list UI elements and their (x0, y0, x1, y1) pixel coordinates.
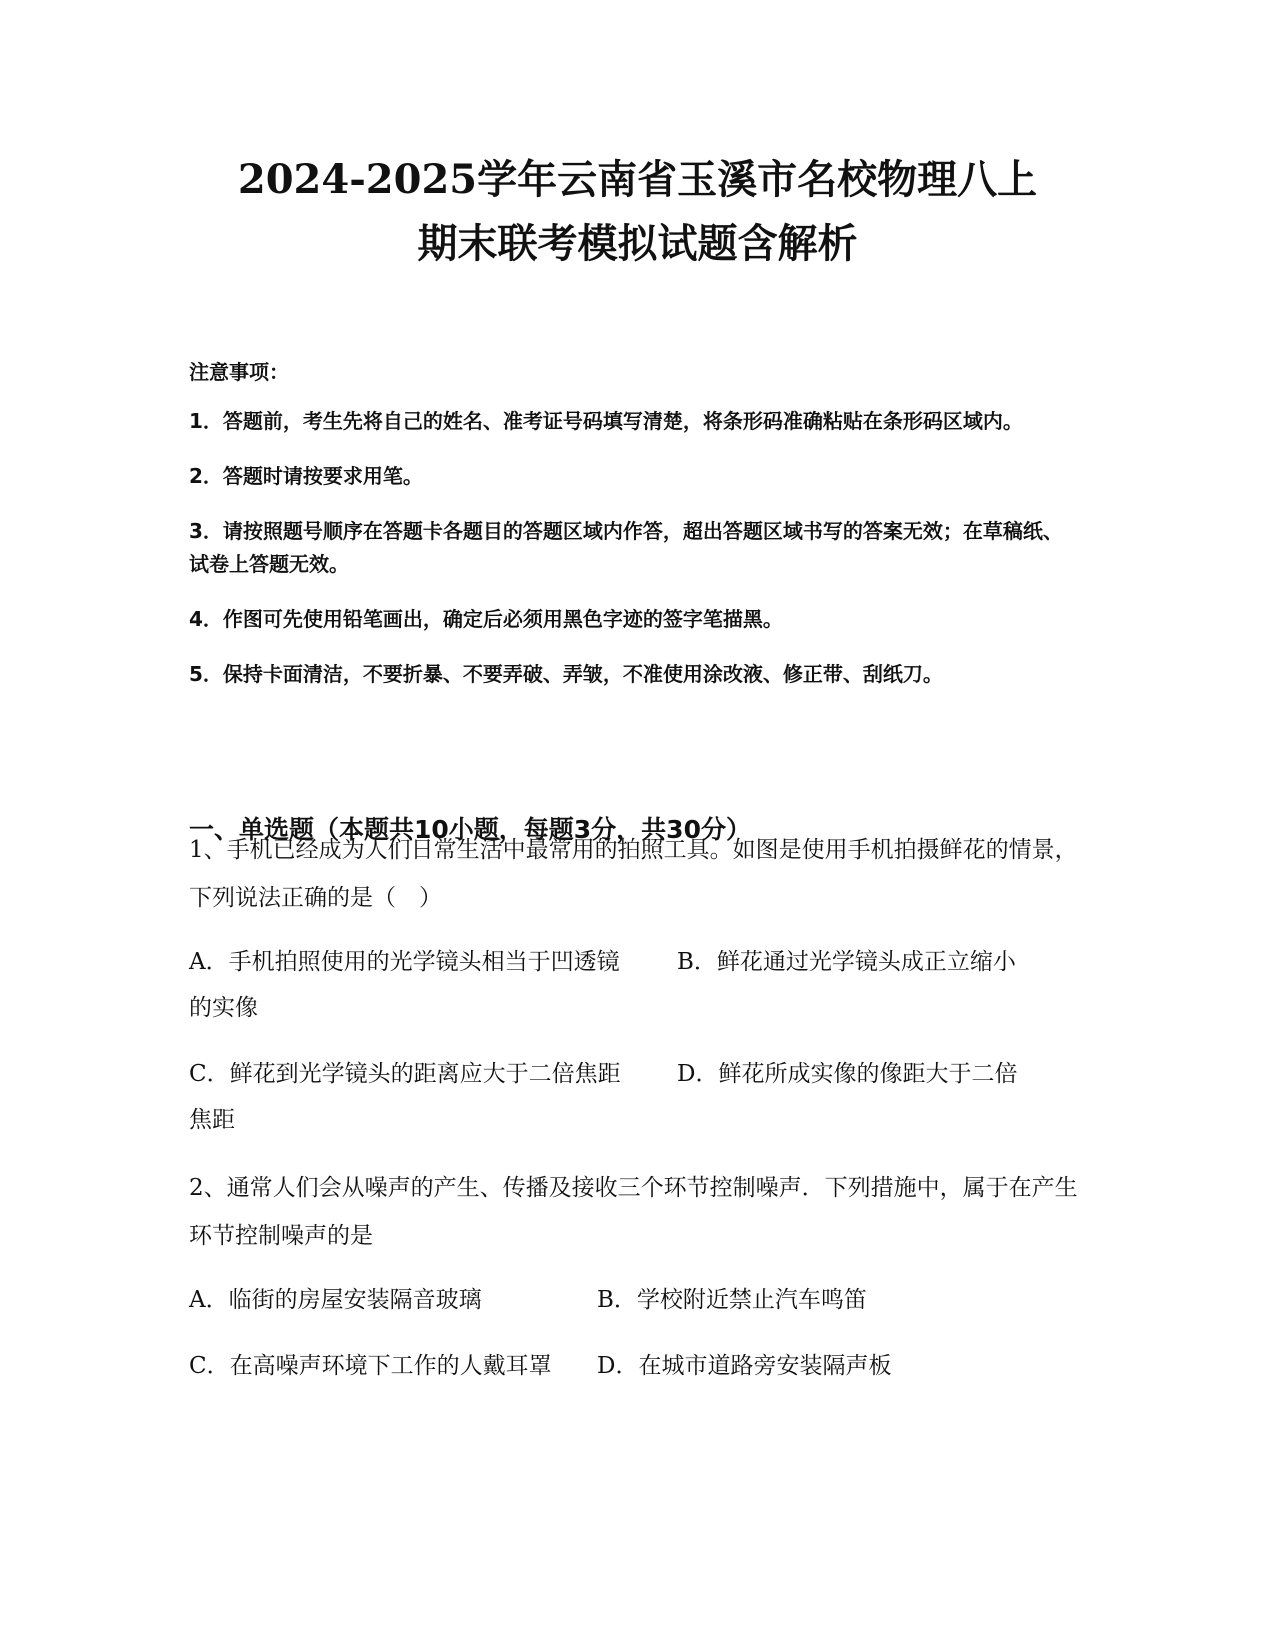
question-2-option-c: C．在高噪声环境下工作的人戴耳罩 (189, 1353, 552, 1379)
instruction-item-5: 5．保持卡面清洁，不要折暴、不要弄破、弄皱，不准使用涂改液、修正带、刮纸刀。 (189, 662, 943, 686)
question-1-option-a: A．手机拍照使用的光学镜头相当于凹透镜 (189, 949, 620, 975)
section-heading-single-choice: 一、单选题（本题共10小题，每题3分，共30分） (189, 815, 751, 844)
question-2-stem: 2、通常人们会从噪声的产生、传播及接收三个环节控制噪声．下列措施中，属于在产生环节控制噪声的是 (189, 1175, 1078, 1249)
instruction-item-2: 2．答题时请按要求用笔。 (189, 464, 423, 488)
question-2-option-a: A．临街的房屋安装隔音玻璃 (189, 1287, 482, 1313)
instructions-heading: 注意事项： (189, 360, 289, 384)
instruction-item-3: 3．请按照题号顺序在答题卡各题目的答题区域内作答，超出答题区域书写的答案无效；在草稿纸、试卷上答题无效。 (189, 519, 1063, 576)
question-1-option-d: D．鲜花所成实像的像距大于二倍 (677, 1061, 1018, 1087)
question-2-option-d: D．在城市道路旁安装隔声板 (597, 1353, 892, 1379)
document-title (150, 148, 1125, 276)
title-line-1: 2024-2025学年云南省玉溪市名校物理八上 (237, 156, 1038, 203)
question-1-option-d-continued: 焦距 (189, 1107, 235, 1133)
question-1-option-b: B．鲜花通过光学镜头成正立缩小 (677, 949, 1016, 975)
question-2-option-b: B．学校附近禁止汽车鸣笛 (597, 1287, 867, 1313)
question-1-option-c: C．鲜花到光学镜头的距离应大于二倍焦距 (189, 1061, 621, 1087)
title-line-2: 期末联考模拟试题含解析 (417, 220, 858, 267)
instruction-item-4: 4．作图可先使用铅笔画出，确定后必须用黑色字迹的签字笔描黑。 (189, 607, 783, 631)
instruction-item-1: 1．答题前，考生先将自己的姓名、准考证号码填写清楚，将条形码准确粘贴在条形码区域内。 (189, 409, 1023, 433)
instructions-block (189, 356, 1079, 713)
question-1-option-b-continued: 的实像 (189, 995, 258, 1021)
question-1-stem: 1、手机已经成为人们日常生活中最常用的拍照工具。如图是使用手机拍摄鲜花的情景，下列说法正确的是（ ） (189, 837, 1078, 911)
